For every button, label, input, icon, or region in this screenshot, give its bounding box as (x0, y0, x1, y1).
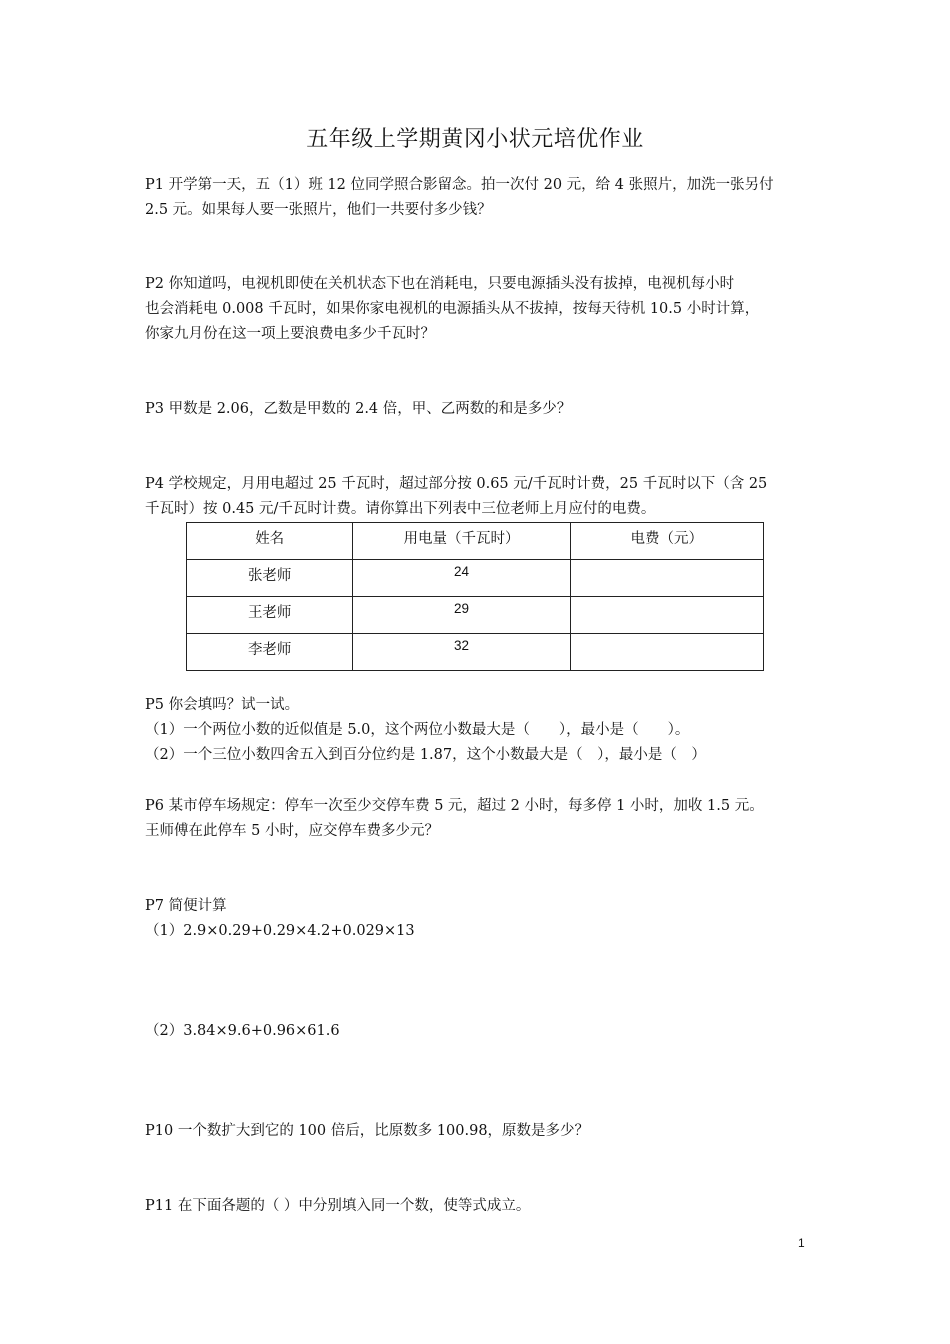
problem-p4-line: 千瓦时）按 0.45 元/千瓦时计费。请你算出下列表中三位老师上月应付的电费。 (145, 501, 656, 517)
problem-p2-line: 你家九月份在这一项上要浪费电多少千瓦时？ (145, 326, 435, 342)
table-row (187, 634, 764, 671)
problem-p2 (145, 272, 815, 347)
problem-p1 (145, 173, 815, 223)
problem-p11 (145, 1194, 815, 1219)
problem-p7 (145, 894, 815, 944)
problem-p10-line: P10 一个数扩大到它的 100 倍后，比原数多 100.98，原数是多少？ (145, 1123, 590, 1139)
problem-p4-line: P4 学校规定，月用电超过 25 千瓦时，超过部分按 0.65 元/千瓦时计费，25 千瓦时以下（含 25 (145, 476, 768, 492)
table-header-fee: 电费（元） (570, 523, 763, 560)
teacher-name-cell: 李老师 (187, 634, 353, 671)
problem-p5 (145, 693, 815, 768)
problem-p6 (145, 794, 815, 844)
table-header-name: 姓名 (187, 523, 353, 560)
problem-p3-line: P3 甲数是 2.06，乙数是甲数的 2.4 倍，甲、乙两数的和是多少？ (145, 401, 572, 417)
table-row (187, 560, 764, 597)
problem-p2-line: P2 你知道吗，电视机即使在关机状态下也在消耗电，只要电源插头没有拔掉，电视机每小时 (145, 276, 735, 292)
usage-cell: 32 (353, 634, 570, 671)
problem-p7-line: P7 简便计算 (145, 898, 227, 914)
table-header-usage: 用电量（千瓦时） (353, 523, 570, 560)
page-number: 1 (798, 1236, 805, 1250)
problem-p7-line: （1）2.9×0.29+0.29×4.2+0.029×13 (145, 923, 415, 939)
problem-p5-line: （2）一个三位小数四舍五入到百分位约是 1.87，这个小数最大是（ ），最小是（ ） (145, 747, 706, 763)
problem-p2-line: 也会消耗电 0.008 千瓦时，如果你家电视机的电源插头从不拔掉，按每天待机 10.5 小时计算， (145, 301, 760, 317)
problem-p1-line: P1 开学第一天，五（1）班 12 位同学照合影留念。拍一次付 20 元，给 4 张照片，加洗一张另付 (145, 177, 774, 193)
fee-answer-cell (570, 597, 763, 634)
problem-p6-line: 王师傅在此停车 5 小时，应交停车费多少元？ (145, 823, 439, 839)
usage-cell: 29 (353, 597, 570, 634)
problem-p1-line: 2.5 元。如果每人要一张照片，他们一共要付多少钱？ (145, 202, 492, 218)
problem-p10 (145, 1119, 815, 1144)
problem-p7-line: （2）3.84×9.6+0.96×61.6 (145, 1023, 340, 1039)
problem-p5-line: P5 你会填吗？试一试。 (145, 697, 300, 713)
problem-p6-line: P6 某市停车场规定：停车一次至少交停车费 5 元，超过 2 小时，每多停 1 小时，加收 1.5 元。 (145, 798, 764, 814)
teacher-name-cell: 张老师 (187, 560, 353, 597)
problem-p5-line: （1）一个两位小数的近似值是 5.0，这个两位小数最大是（ ），最小是（ ）。 (145, 722, 690, 738)
problem-p7-item2 (145, 1019, 815, 1044)
usage-cell: 24 (353, 560, 570, 597)
document-title: 五年级上学期黄冈小状元培优作业 (306, 127, 644, 152)
table-row (187, 597, 764, 634)
problem-p3 (145, 397, 815, 422)
electricity-fee-table (186, 522, 764, 671)
problem-p4 (145, 472, 815, 522)
teacher-name-cell: 王老师 (187, 597, 353, 634)
problem-p11-line: P11 在下面各题的（ ）中分别填入同一个数，使等式成立。 (145, 1198, 531, 1214)
fee-answer-cell (570, 560, 763, 597)
table-header-row (187, 523, 764, 560)
fee-answer-cell (570, 634, 763, 671)
